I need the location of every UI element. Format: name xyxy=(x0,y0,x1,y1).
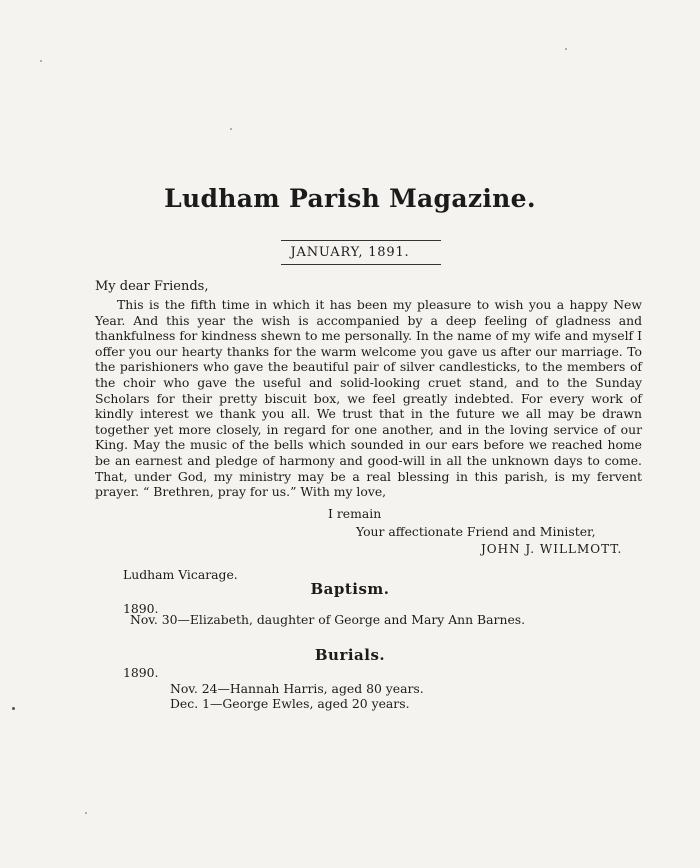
scan-speck xyxy=(230,128,232,130)
scan-speck xyxy=(565,48,567,50)
scan-speck xyxy=(12,707,15,710)
baptism-entry: Nov. 30—Elizabeth, daughter of George and Mary Ann Barnes. xyxy=(130,612,526,627)
issue-date: JANUARY, 1891. xyxy=(290,245,410,260)
burial-entry: Dec. 1—George Ewles, aged 20 years. xyxy=(170,696,410,711)
letter-closing-line: Your affectionate Friend and Minister, xyxy=(356,524,596,539)
letter-greeting: My dear Friends, xyxy=(95,279,209,294)
letter-closing: I remain xyxy=(328,506,382,521)
burials-year: 1890. xyxy=(123,665,159,680)
letter-place: Ludham Vicarage. xyxy=(123,567,238,582)
baptism-heading: Baptism. xyxy=(310,580,390,598)
baptism-year: 1890. xyxy=(123,601,159,616)
scan-speck xyxy=(40,60,42,62)
letter-signature: JOHN J. WILLMOTT. xyxy=(481,542,623,556)
burial-entry: Nov. 24—Hannah Harris, aged 80 years. xyxy=(170,681,424,696)
letter-body: This is the fifth time in which it has been my pleasure to wish you a happy New Year. And this year the wish is accompanied by a deep feeling of gladness and thankfulness for kindness shewn to me personally. In the name of my wife and myself I offer you our hearty thanks for the warm welcome you gave us after our marriage. To the parishioners who gave the beautiful pair of silver candlesticks, to the members of the choir who gave the useful and solid-looking cruet stand, and to the Sunday Scholars for their pretty biscuit box, we feel greatly indebted. For every work of kindly interest we thank you all. We trust that in the future we all may be drawn together yet more closely, in regard for one another, and in the loving service of our King. May the music of the bells which sounded in our ears before we reached home be an earnest and pledge of harmony and good-will in all the unknown days to come. That, under God, my ministry may be a real blessing in this parish, is my fervent prayer. “ Brethren, pray for us.” With my love, xyxy=(95,297,642,500)
magazine-title: Ludham Parish Magazine. xyxy=(164,184,536,213)
divider-top xyxy=(281,240,441,241)
scan-speck xyxy=(85,812,87,814)
divider-bottom xyxy=(281,264,441,265)
burials-heading: Burials. xyxy=(314,646,386,664)
